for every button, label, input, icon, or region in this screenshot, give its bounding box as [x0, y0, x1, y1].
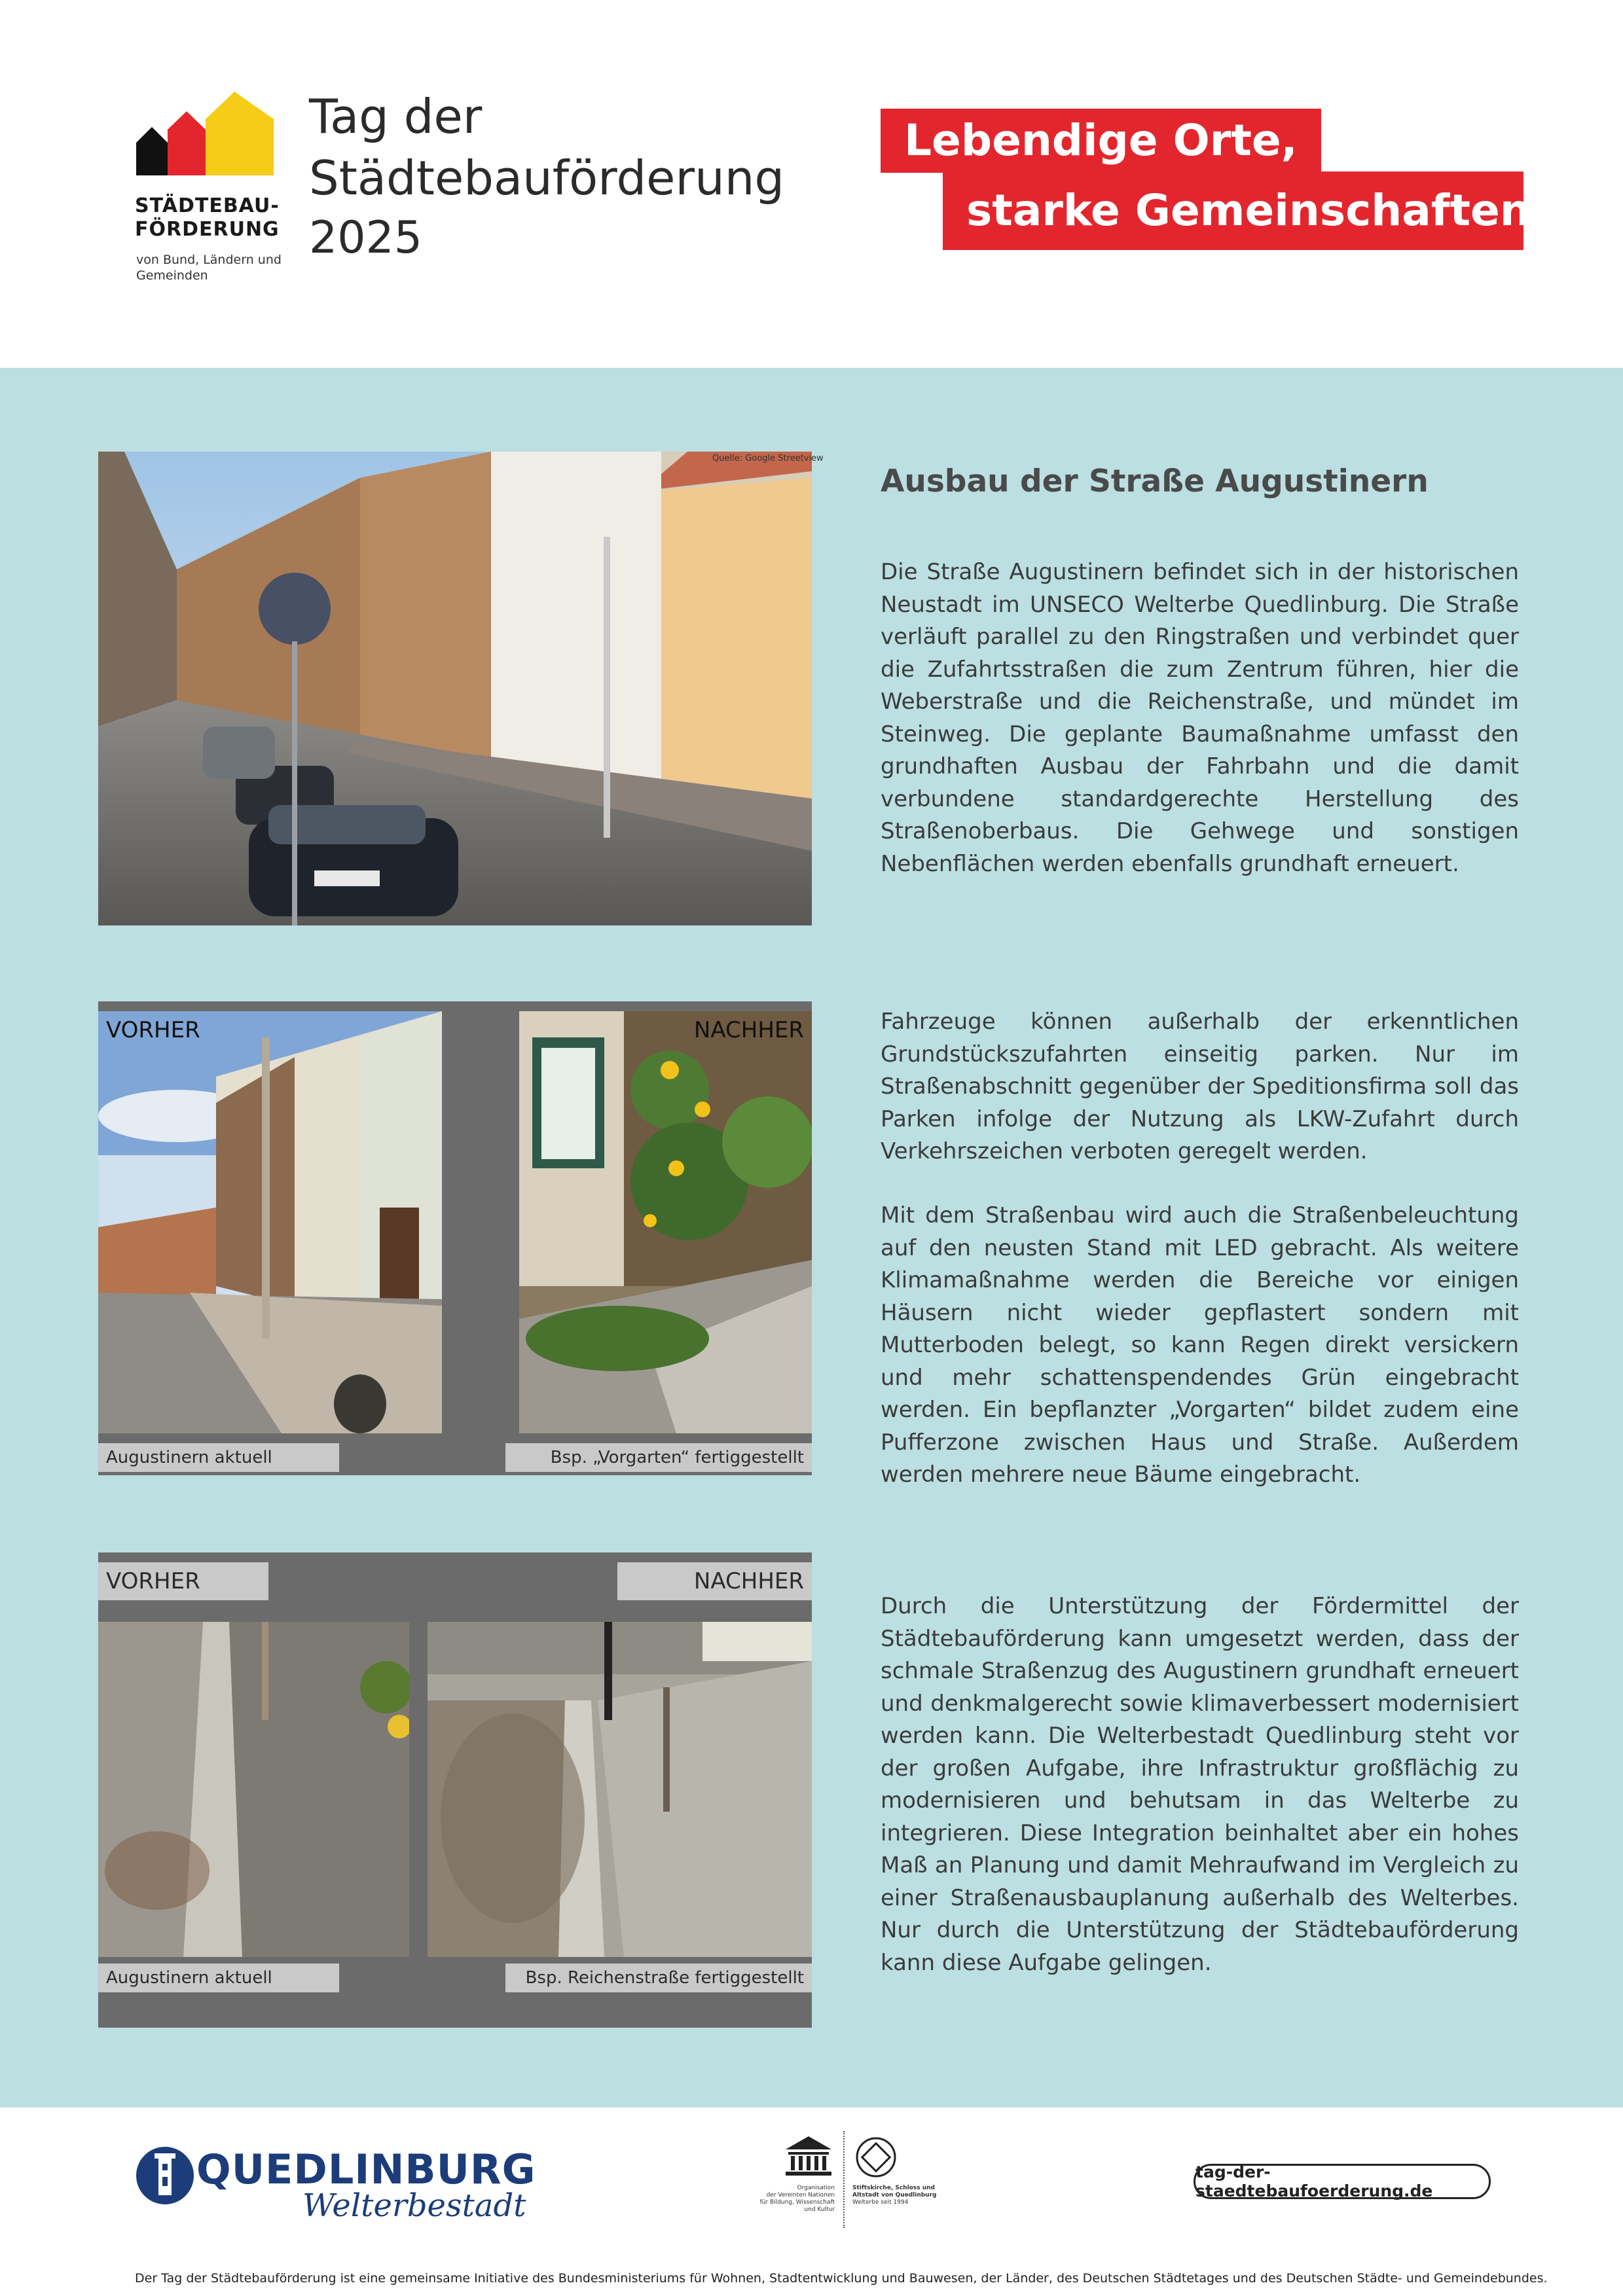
unesco-line: und Kultur	[804, 2206, 835, 2213]
heritage-text	[852, 2185, 951, 2206]
after-caption: Bsp. „Vorgarten“ fertiggestellt	[505, 1443, 812, 1472]
unesco-line: für Bildung, Wissenschaft	[759, 2199, 835, 2206]
street-photo	[98, 452, 812, 925]
section-heading: Ausbau der Straße Augustinern	[881, 463, 1429, 499]
section-text: Mit dem Straßenbau wird auch die Straßenbeleuchtung auf den neusten Stand mit LED gebracht. Als weitere Klimamaßnahme werden die Bereiche vor einigen Häusern nicht wieder gepflastert sondern mit Mutterboden belegt, so kann Regen direkt versickern und mehr schattenspendendes Grün eingebracht werden. Ein bepflanzter „Vorgarten“ bildet zudem eine Pufferzone zwischen Haus und Straße. Außerdem werden mehrere neue Bäume eingebracht.	[881, 1202, 1519, 1488]
unesco-temple-icon	[784, 2135, 833, 2178]
photo-credit: Quelle: Google Streetview	[712, 454, 824, 463]
heritage-line: Altstadt von Quedlinburg	[852, 2192, 937, 2198]
before-photo	[98, 1011, 442, 1433]
before-label: VORHER	[98, 1562, 268, 1600]
event-title: Städtebauförderung	[309, 151, 785, 206]
unesco-line: der Vereinten Nationen	[766, 2192, 835, 2198]
logo-subtext: von Bund, Ländern und	[136, 253, 282, 267]
section-text: Die Straße Augustinern befindet sich in der historischen Neustadt im UNSECO Welterbe Quedlinburg. Die Straße verläuft parallel zu den Ringstraßen und verbindet quer die Zufahrtsstraßen die zum Zentrum führen, hier die Weberstraße und die Reichenstraße, und mündet im Steinweg. Die geplante Baumaßnahme umfasst den grundhaften Ausbau der Fahrbahn und die damit verbundene standardgerechte Herstellung des Straßenoberbaus. Die Gehwege und sonstigen Nebenflächen werden ebenfalls grundhaft erneuert.	[881, 559, 1519, 877]
footer-note: Der Tag der Städtebauförderung ist eine gemeinsame Initiative des Bundesministeriums für Wohnen, Stadtentwicklung und Bauwesen, der Länder, des Deutschen Städtetages und des Deutschen Städte- und Gemeindebundes.	[135, 2271, 1548, 2286]
logo-subtext: Gemeinden	[136, 268, 208, 283]
before-caption: Augustinern aktuell	[98, 1443, 339, 1472]
after-photo	[519, 1011, 812, 1433]
after-caption: Bsp. Reichenstraße fertiggestellt	[505, 1964, 812, 1992]
section-text: Durch die Unterstützung der Fördermittel der Städtebauförderung kann umgesetzt werden, dass der schmale Straßenzug des Augustinern grundhaft erneuert und denkmalgerecht sowie klimaverbessert modernisiert werden kann. Die Welterbestadt Quedlinburg steht vor der großen Aufgabe, ihre Infrastruktur großflächig zu modernisieren und behutsam in das Welterbe zu integrieren. Diese Integration beinhaltet aber ein hohes Maß an Planung und damit Mehraufwand im Vergleich zu einer Straßenausbauplanung außerhalb des Welterbes. Nur durch die Unterstützung der Städtebauförderung kann diese Aufgabe gelingen.	[881, 1593, 1519, 1976]
logo-text: STÄDTEBAU-	[135, 194, 280, 217]
after-label: NACHHER	[693, 1017, 804, 1043]
after-label: NACHHER	[617, 1562, 812, 1600]
unesco-text	[753, 2185, 835, 2214]
website-link[interactable]: tag-der-staedtebaufoerderung.de	[1194, 2164, 1491, 2199]
event-title: Tag der	[309, 89, 483, 144]
before-caption: Augustinern aktuell	[98, 1964, 339, 1992]
world-heritage-icon	[855, 2136, 897, 2178]
houses-logo-icon	[136, 92, 277, 175]
city-name: QUEDLINBURG	[196, 2145, 536, 2193]
heritage-line: Stiftskirche, Schloss und	[852, 2185, 935, 2191]
slogan-line-2: starke Gemeinschaften.	[943, 171, 1523, 250]
logo-text: FÖRDERUNG	[135, 218, 280, 241]
page-footer	[0, 2108, 1623, 2296]
event-year: 2025	[309, 212, 423, 264]
after-photo	[428, 1622, 812, 1957]
city-subtitle: Welterbestadt	[302, 2187, 526, 2224]
before-photo	[98, 1622, 409, 1957]
divider	[843, 2131, 846, 2228]
page-header	[0, 0, 1623, 367]
unesco-line: Organisation	[797, 2185, 835, 2191]
heritage-line: Welterbe seit 1994	[852, 2199, 909, 2206]
before-label: VORHER	[106, 1017, 200, 1043]
section-text: Fahrzeuge können außerhalb der erkenntlichen Grundstückszufahrten einseitig parken. Nur im Straßenabschnitt gegenüber der Speditionsfirma soll das Parken infolge der Nutzung als LKW-Zufahrt durch Verkehrszeichen verboten geregelt werden.	[881, 1009, 1519, 1164]
slogan-line-1: Lebendige Orte,	[881, 109, 1321, 173]
lighthouse-icon	[135, 2144, 195, 2207]
